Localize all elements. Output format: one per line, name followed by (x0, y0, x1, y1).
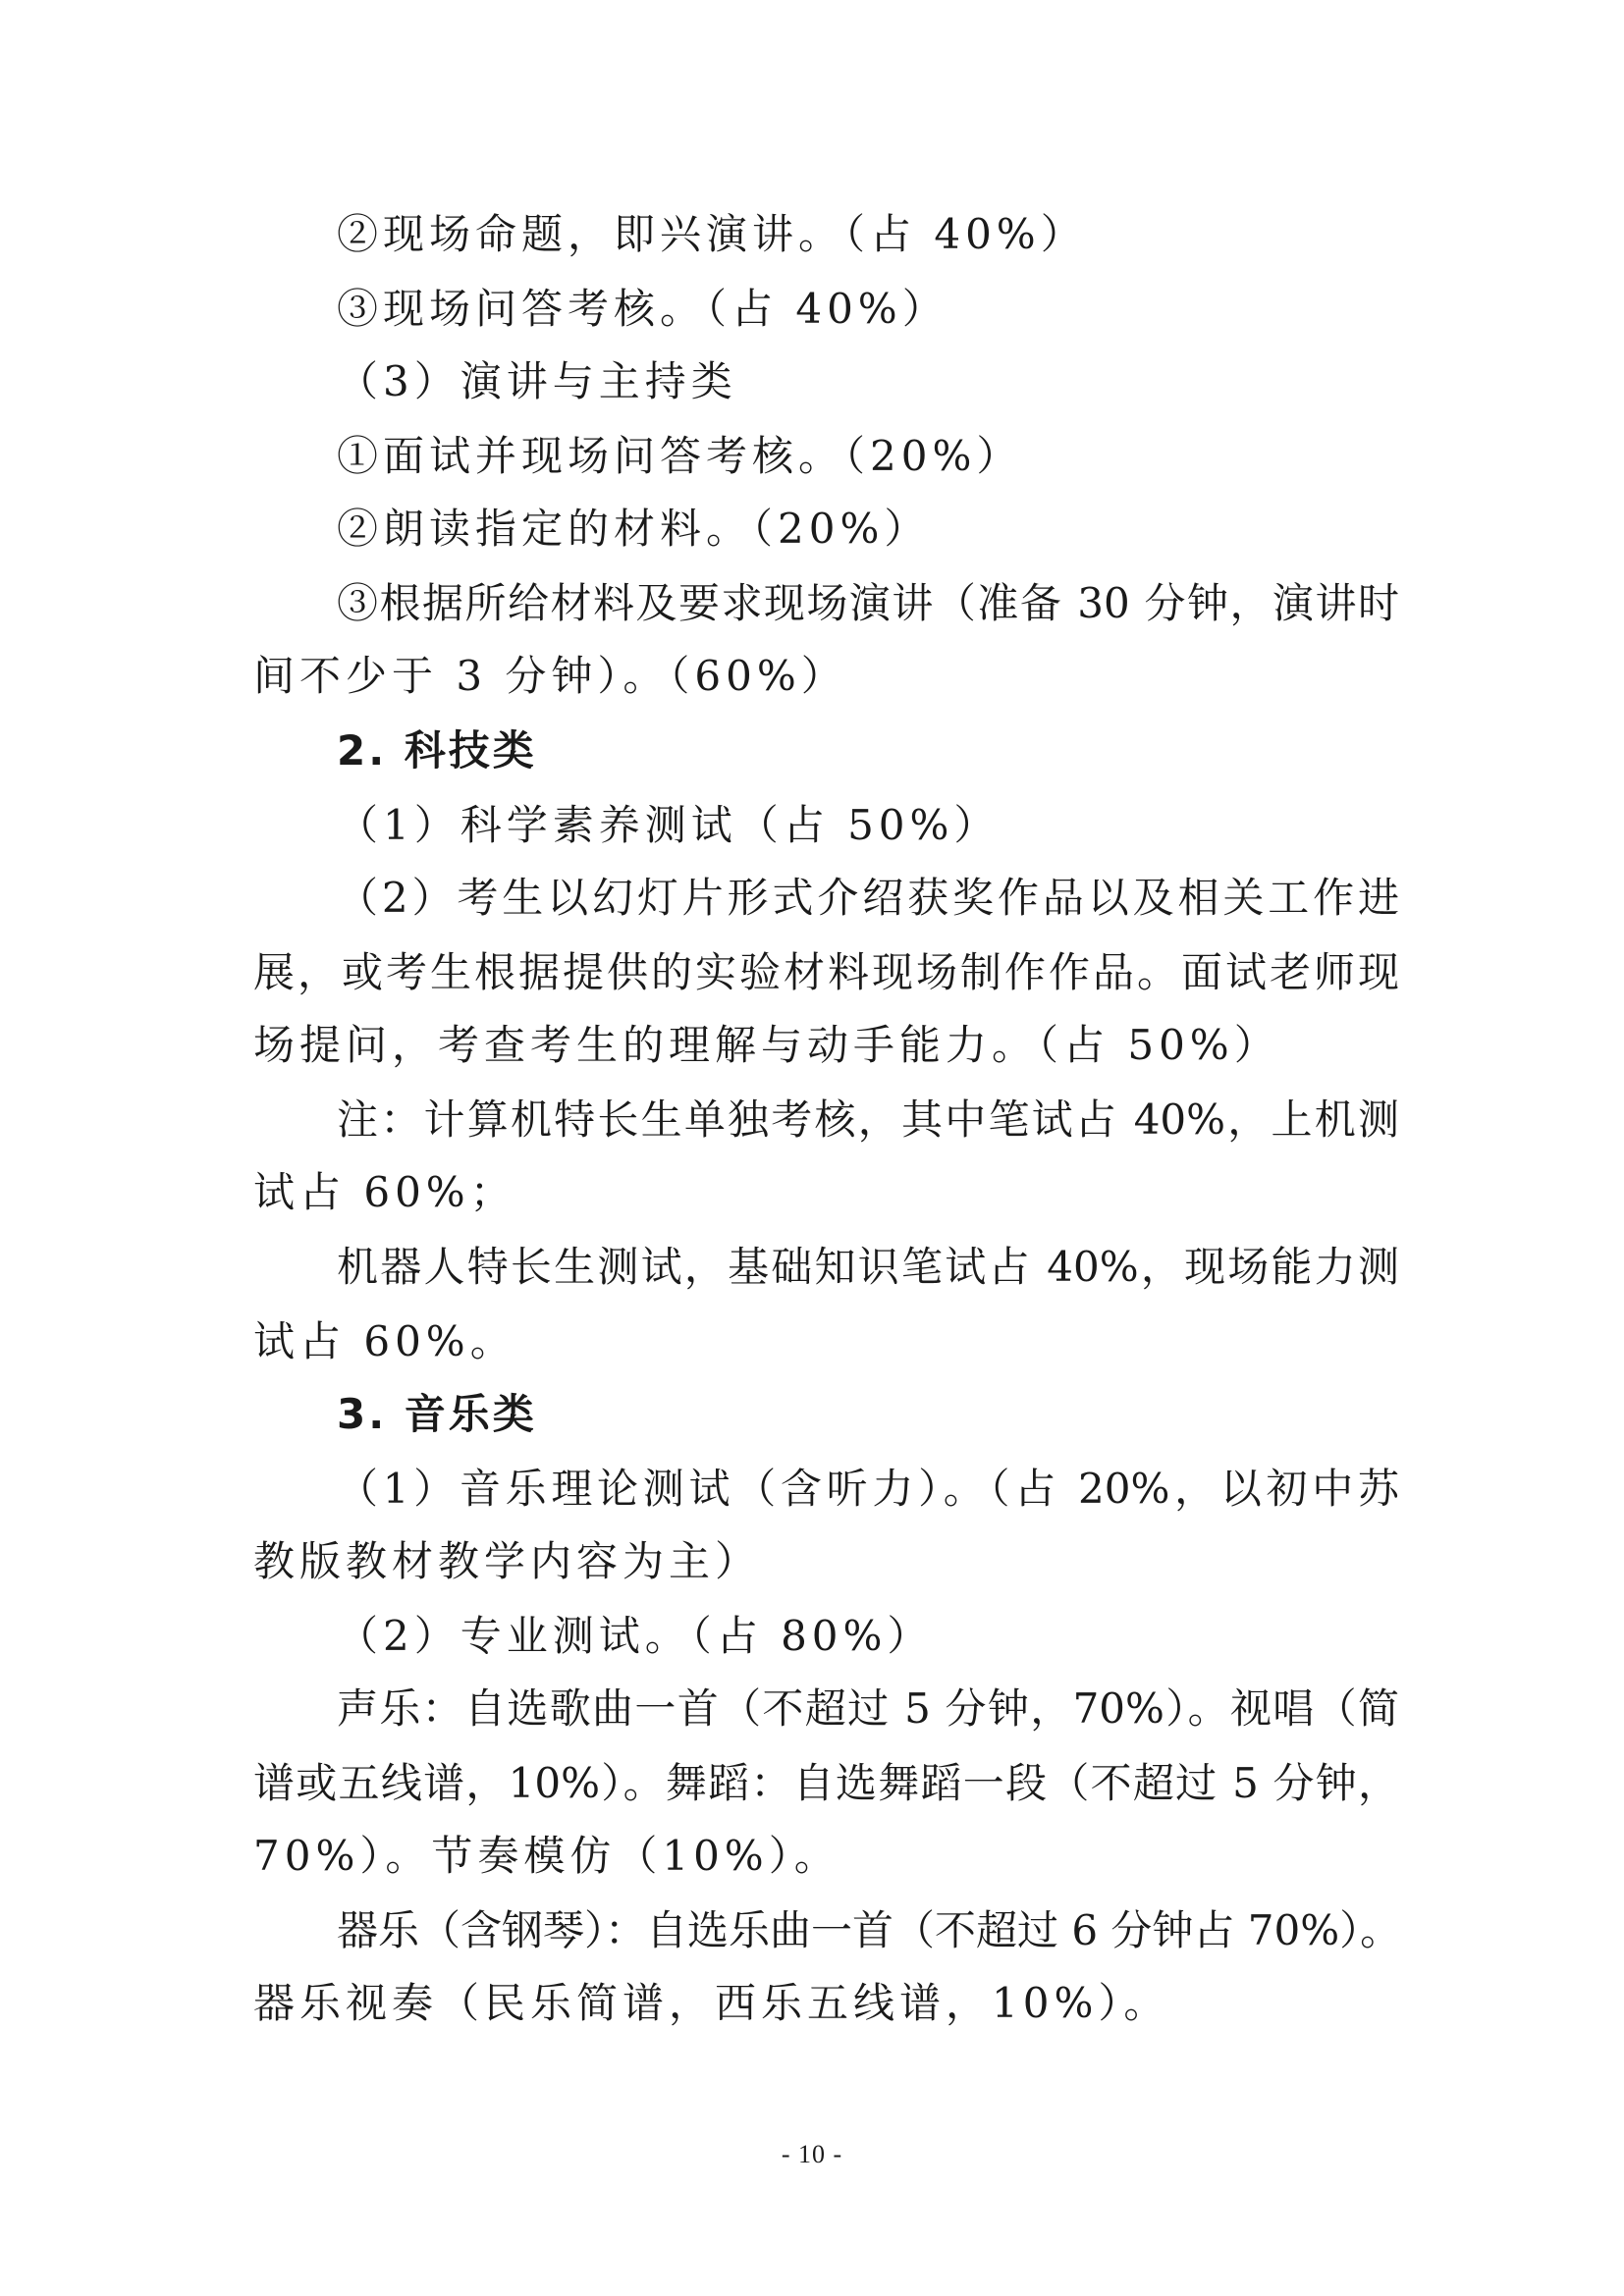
note-robot-students: 机器人特长生测试，基础知识笔试占 40%，现场能力测 (337, 1243, 1399, 1291)
subsection-music-theory: （1）音乐理论测试（含听力）。（占 20%，以初中苏 (337, 1465, 1399, 1513)
subsection-science-test: （1）科学素养测试（占 50%） (337, 801, 1001, 849)
paragraph-continuation: 谱或五线谱，10%）。舞蹈：自选舞蹈一段（不超过 5 分钟， (253, 1759, 1399, 1807)
list-item-qa-assessment: ③现场问答考核。（占 40%） (337, 285, 948, 333)
paragraph-continuation: 展，或考生根据提供的实验材料现场制作作品。面试老师现 (253, 948, 1399, 996)
note-computer-students: 注：计算机特长生单独考核，其中笔试占 40%，上机测 (337, 1095, 1399, 1144)
list-item-onsite-speech: ③根据所给材料及要求现场演讲（准备 30 分钟，演讲时 (337, 579, 1399, 627)
list-item-interview: ①面试并现场问答考核。（20%） (337, 432, 1023, 480)
paragraph-slides-presentation: （2）考生以幻灯片形式介绍获奖作品以及相关工作进 (337, 874, 1399, 922)
paragraph-continuation: 器乐视奏（民乐简谱，西乐五线谱，10%）。 (253, 1979, 1170, 2027)
section-heading-music: 3. 音乐类 (337, 1390, 537, 1438)
subsection-speech-hosting: （3）演讲与主持类 (337, 357, 737, 405)
paragraph-continuation: 70%）。节奏模仿（10%）。 (253, 1832, 840, 1880)
paragraph-instrumental: 器乐（含钢琴）：自选乐曲一首（不超过 6 分钟占 70%）。 (337, 1906, 1402, 1954)
subsection-professional-test: （2）专业测试。（占 80%） (337, 1612, 934, 1660)
list-item-reading: ②朗读指定的材料。（20%） (337, 505, 931, 553)
paragraph-vocal-dance: 声乐：自选歌曲一首（不超过 5 分钟，70%）。视唱（简 (337, 1684, 1399, 1733)
paragraph-continuation: 试占 60%； (253, 1168, 516, 1216)
paragraph-continuation: 间不少于 3 分钟）。（60%） (253, 652, 847, 700)
paragraph-continuation: 教版教材教学内容为主） (253, 1537, 762, 1585)
paragraph-continuation: 试占 60%。 (253, 1317, 516, 1365)
page-number: - 10 - (781, 2140, 843, 2168)
list-item-impromptu-speech: ②现场命题，即兴演讲。（占 40%） (337, 210, 1087, 258)
section-heading-technology: 2. 科技类 (337, 726, 537, 774)
paragraph-continuation: 场提问，考查考生的理解与动手能力。（占 50%） (253, 1021, 1280, 1069)
